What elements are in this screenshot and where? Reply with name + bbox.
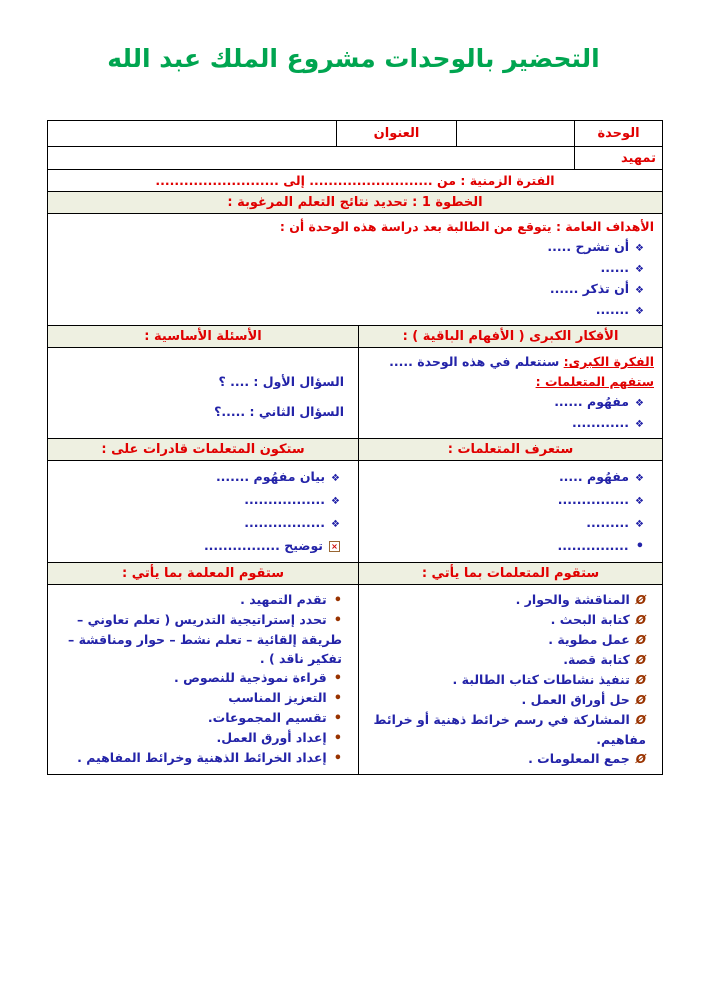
big-ideas-header: الأفكار الكبرى ( الأفهام الباقية ) :: [358, 326, 662, 347]
understand-line: ستفهم المتعلمات :: [535, 374, 654, 389]
ideas-questions-header-row: [48, 326, 662, 348]
diamond-bullet-icon: ❖: [635, 264, 644, 275]
will-be-able-header: ستكون المتعلمات قادرات على :: [48, 439, 358, 460]
learners-do-item: Øكتابة قصة.: [563, 652, 646, 667]
page-title: التحضير بالوحدات مشروع الملك عبد الله: [107, 44, 600, 73]
dot-bullet-icon: •: [333, 671, 342, 686]
diamond-bullet-icon: ❖: [635, 473, 644, 484]
pen-bullet-icon: Ø: [635, 633, 646, 647]
diamond-bullet-icon: ❖: [331, 496, 340, 507]
dot-bullet-icon: •: [635, 539, 644, 554]
objective-item: ❖أن تذكر ......: [549, 281, 644, 296]
objectives-section: [48, 214, 662, 326]
teacher-do-header: ستقوم المعلمة بما يأتي :: [48, 563, 358, 584]
will-know-item: ❖مفهُوم .....: [558, 469, 644, 484]
intro-label-cell: تمهيد: [574, 147, 662, 169]
dot-bullet-icon: •: [333, 711, 342, 726]
teacher-do-list: [54, 590, 352, 768]
pen-bullet-icon: Ø: [635, 613, 646, 627]
will-know-content: [358, 461, 662, 562]
objectives-list: [56, 237, 654, 321]
objective-item: ❖.......: [595, 302, 644, 317]
teacher-do-content: [48, 585, 358, 774]
big-ideas-item: ❖مفهُوم ......: [554, 394, 644, 409]
essential-questions-content: [48, 348, 358, 438]
teacher-do-item: •تقدم التمهيد .: [240, 592, 342, 608]
pen-bullet-icon: Ø: [635, 713, 646, 727]
diamond-bullet-icon: ❖: [635, 243, 644, 254]
diamond-bullet-icon: ❖: [635, 285, 644, 296]
dot-bullet-icon: •: [333, 593, 342, 608]
will-know-list: [367, 466, 654, 557]
step1-banner: الخطوة 1 : تحديد نتائج التعلم المرغوبة :: [48, 192, 662, 214]
do-header-row: [48, 563, 662, 585]
header-row-2: [48, 147, 662, 170]
title-value-cell: [48, 121, 336, 146]
will-be-able-list: [56, 466, 350, 556]
will-know-header: ستعرف المتعلمات :: [358, 439, 662, 460]
learners-do-content: [358, 585, 662, 774]
dot-bullet-icon: •: [333, 731, 342, 746]
know-able-header-row: [48, 439, 662, 461]
diamond-bullet-icon: ❖: [635, 496, 644, 507]
pen-bullet-icon: Ø: [635, 752, 646, 766]
dot-bullet-icon: •: [333, 613, 342, 628]
big-ideas-content: [358, 348, 662, 438]
learners-do-item: Øعمل مطوية .: [548, 632, 646, 647]
teacher-do-item: •إعداد الخرائط الذهنية وخرائط المفاهيم .: [77, 750, 342, 766]
question-second: السؤال الثاني : .....؟: [214, 404, 344, 419]
big-idea-line: الفكرة الكبرى: سنتعلم في هذه الوحدة .....: [389, 354, 654, 369]
objective-item: ❖......: [600, 260, 644, 275]
will-be-able-item: ❖بيان مفهُوم .......: [215, 469, 340, 484]
pen-bullet-icon: Ø: [635, 693, 646, 707]
clarify-item: ×توضيح ................: [56, 535, 340, 556]
diamond-bullet-icon: ❖: [635, 306, 644, 317]
learners-do-list: [365, 590, 656, 769]
will-be-able-item: ❖.................: [244, 515, 340, 530]
will-be-able-item: ❖.................: [244, 492, 340, 507]
missing-symbol-icon: ×: [329, 541, 340, 552]
learners-do-item: Øتنفيذ نشاطات كتاب الطالبة .: [452, 672, 646, 687]
pen-bullet-icon: Ø: [635, 593, 646, 607]
will-know-item: ❖.........: [586, 515, 644, 530]
intro-value-cell: [48, 147, 574, 169]
preparation-sheet: [47, 120, 663, 775]
learners-do-item: Øالمناقشة والحوار .: [515, 592, 646, 607]
dot-bullet-icon: •: [333, 691, 342, 706]
do-content-row: [48, 585, 662, 774]
learners-do-header: ستقوم المتعلمات بما يأتي :: [358, 563, 662, 584]
diamond-bullet-icon: ❖: [635, 398, 644, 409]
diamond-bullet-icon: ❖: [635, 419, 644, 430]
learners-do-item: Øكتابة البحث .: [550, 612, 646, 627]
ideas-questions-content-row: [48, 348, 662, 439]
objectives-heading: الأهداف العامة : يتوقع من الطالبة بعد دراسة هذه الوحدة أن :: [279, 219, 654, 234]
unit-value-cell: [456, 121, 574, 146]
will-know-dot-item: •...............: [557, 538, 644, 554]
dot-bullet-icon: •: [333, 751, 342, 766]
diamond-bullet-icon: ❖: [331, 519, 340, 530]
teacher-do-item: •التعزيز المناسب: [228, 690, 342, 706]
question-first: السؤال الأول : .... ؟: [218, 374, 344, 389]
period-row: الفترة الزمنية : من .......................... إلى ..........................: [48, 170, 662, 192]
title-label-cell: العنوان: [336, 121, 456, 146]
big-ideas-item: ❖............: [572, 415, 644, 430]
pen-bullet-icon: Ø: [635, 653, 646, 667]
know-able-content-row: [48, 461, 662, 563]
teacher-do-item: •إعداد أورق العمل.: [216, 730, 342, 746]
header-row-1: [48, 121, 662, 147]
objective-item: ❖أن تشرح .....: [547, 239, 644, 254]
unit-label-cell: الوحدة: [574, 121, 662, 146]
will-know-item: ❖...............: [557, 492, 644, 507]
teacher-do-item: •تحدد إستراتيجية التدريس ( تعلم تعاوني – طريقة إلقائية – تعلم نشط – حوار ومناقشة – تفكير ناقد ) .: [68, 612, 342, 666]
learners-do-item: Øالمشاركة في رسم خرائط ذهنية أو خرائط مفاهيم.: [373, 712, 646, 747]
big-ideas-list: [367, 392, 654, 434]
learners-do-item: Øجمع المعلومات .: [528, 751, 646, 766]
teacher-do-item: •قراءة نموذجية للنصوص .: [173, 670, 342, 686]
will-be-able-content: [48, 461, 358, 562]
diamond-bullet-icon: ❖: [635, 519, 644, 530]
teacher-do-item: •تقسيم المجموعات.: [207, 710, 342, 726]
essential-questions-header: الأسئلة الأساسية :: [48, 326, 358, 347]
learners-do-item: Øحل أوراق العمل .: [521, 692, 646, 707]
pen-bullet-icon: Ø: [635, 673, 646, 687]
diamond-bullet-icon: ❖: [331, 473, 340, 484]
